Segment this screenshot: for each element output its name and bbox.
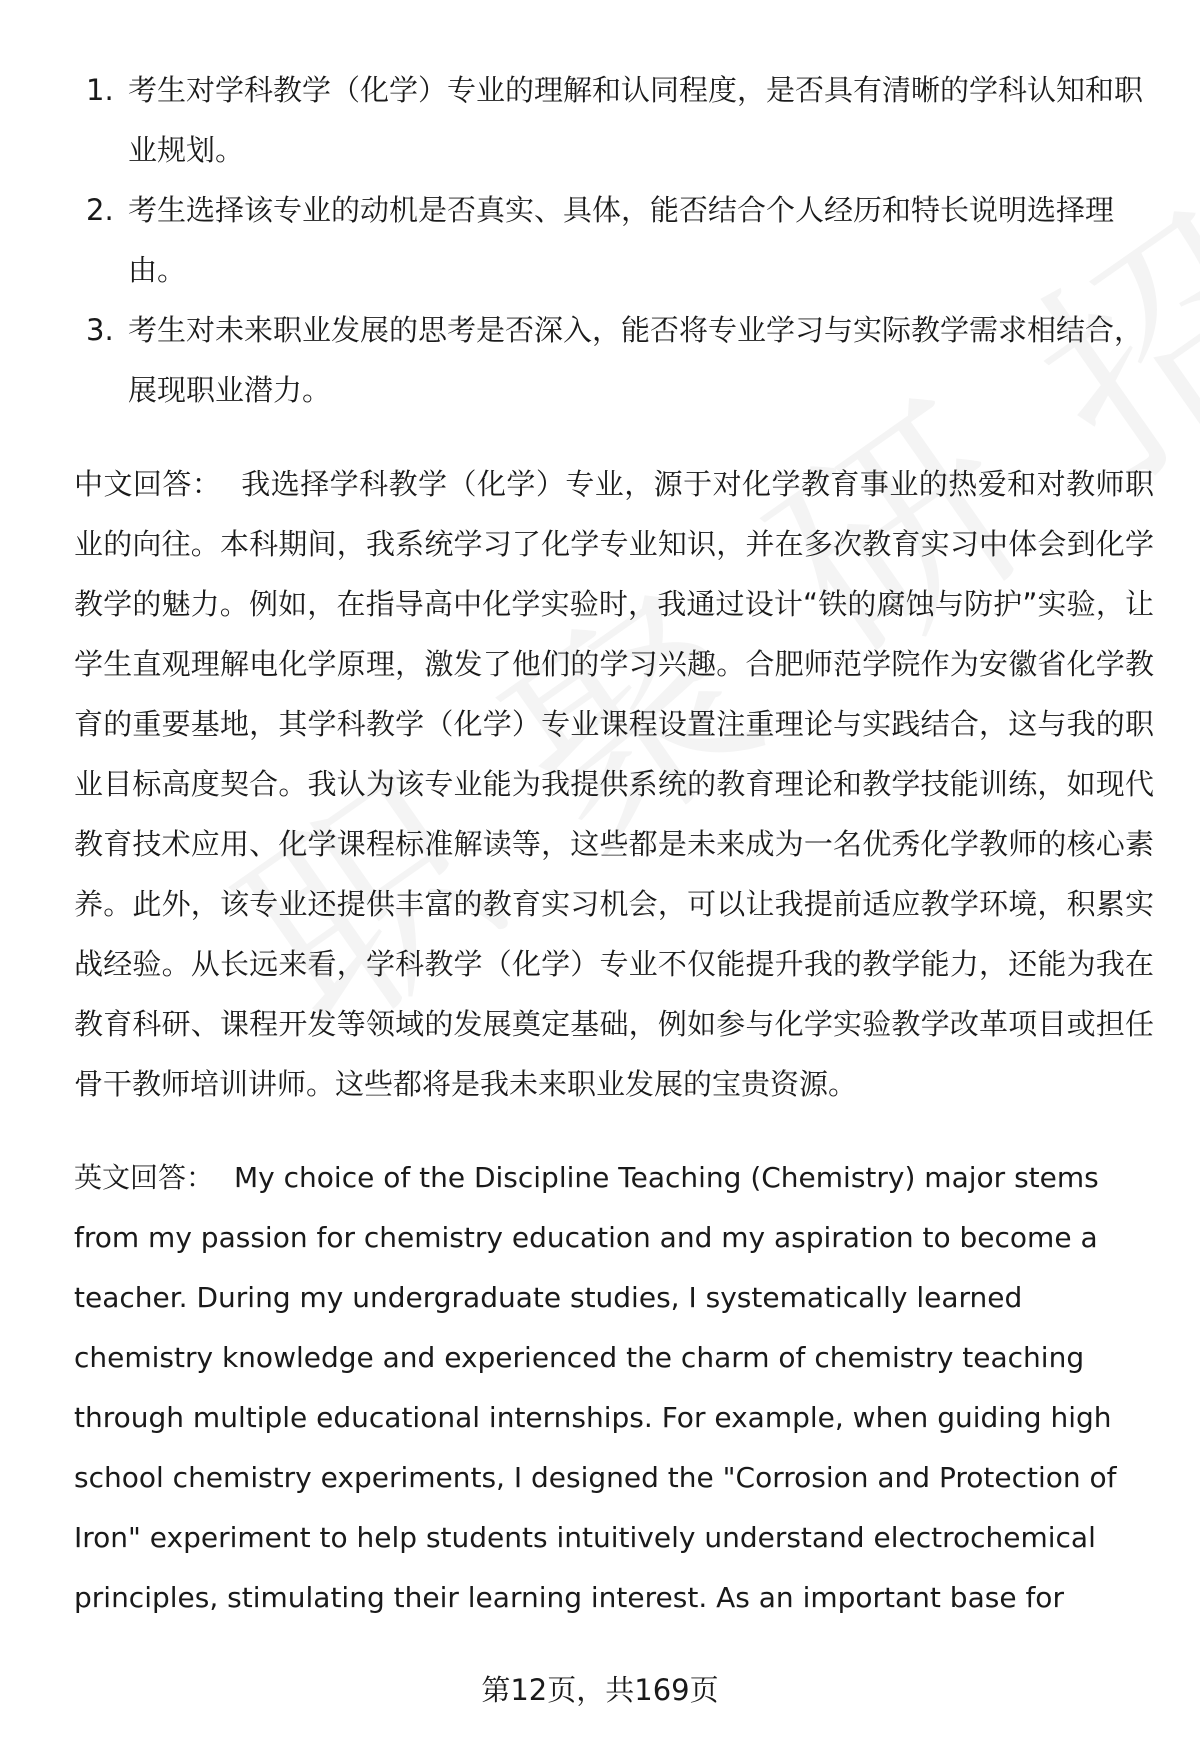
list-item-text: 考生对未来职业发展的思考是否深入，能否将专业学习与实际教学需求相结合，展现职业潜力。 (128, 313, 1144, 407)
document-body (74, 60, 1154, 1628)
list-item-number: 1. (86, 73, 114, 107)
page-number: 第12页，共169页 (481, 1673, 719, 1707)
chinese-answer-text: 我选择学科教学（化学）专业，源于对化学教育事业的热爱和对教师职业的向往。本科期间，我系统学习了化学专业知识，并在多次教育实习中体会到化学教学的魅力。例如，在指导高中化学实验时，我通过设计“铁的腐蚀与防护”实验，让学生直观理解电化学原理，激发了他们的学习兴趣。合肥师范学院作为安徽省化学教育的重要基地，其学科教学（化学）专业课程设置注重理论与实践结合，这与我的职业目标高度契合。我认为该专业能为我提供系统的教育理论和教学技能训练，如现代教育技术应用、化学课程标准解读等，这些都是未来成为一名优秀化学教师的核心素养。此外，该专业还提供丰富的教育实习机会，可以让我提前适应教学环境，积累实战经验。从长远来看，学科教学（化学）专业不仅能提升我的教学能力，还能为我在教育科研、课程开发等领域的发展奠定基础，例如参与化学实验教学改革项目或担任骨干教师培训讲师。这些都将是我未来职业发展的宝贵资源。 (74, 467, 1154, 1101)
list-item (74, 60, 1154, 180)
list-item-text: 考生对学科教学（化学）专业的理解和认同程度，是否具有清晰的学科认知和职业规划。 (128, 73, 1144, 167)
list-item-text: 考生选择该专业的动机是否真实、具体，能否结合个人经历和特长说明选择理由。 (128, 193, 1115, 287)
list-item (74, 300, 1154, 420)
list-item-number: 2. (86, 193, 114, 227)
list-item (74, 180, 1154, 300)
evaluation-criteria-list (74, 60, 1154, 420)
chinese-answer (74, 454, 1154, 1114)
list-item-number: 3. (86, 313, 114, 347)
english-answer (74, 1148, 1154, 1628)
english-answer-text: My choice of the Discipline Teaching (Chemistry) major stems from my passion for chemistry education and my aspiration to become a teacher. During my undergraduate studies, I systematically learned chemistry knowledge and experienced the charm of chemistry teaching through multiple educational internships. For example, when guiding high school chemistry experiments, I designed the "Corrosion and Protection of Iron" experiment to help students intuitively understand electrochemical principles, stimulating their learning interest. As an important base for (74, 1161, 1117, 1614)
chinese-answer-label: 中文回答： (74, 467, 222, 501)
english-answer-label: 英文回答： (74, 1161, 215, 1194)
